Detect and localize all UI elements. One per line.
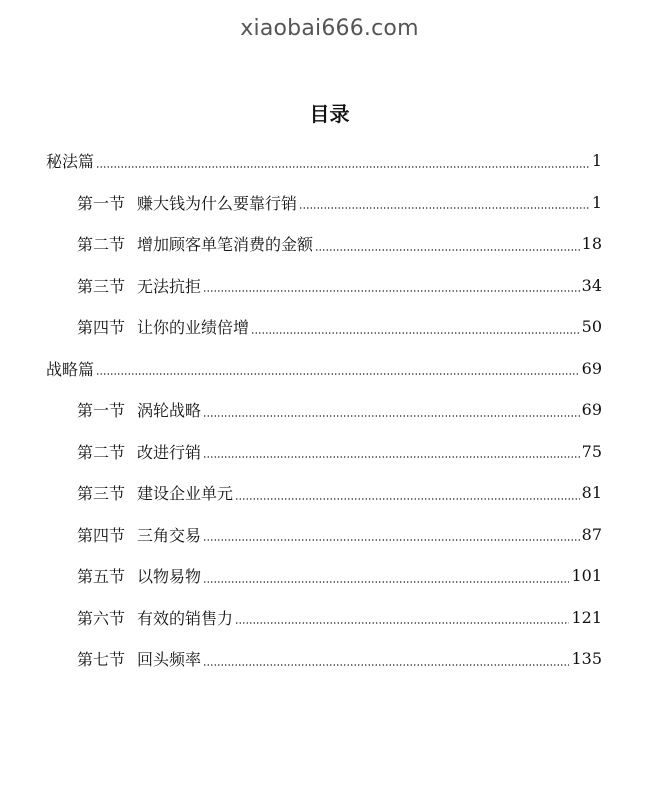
toc-section-number: 第二节 xyxy=(77,235,126,255)
toc-section-number: 第一节 xyxy=(77,401,126,421)
toc-entry-page: 18 xyxy=(581,234,602,254)
toc-entry-label: 建设企业单元 xyxy=(137,484,234,504)
toc-section-number: 第二节 xyxy=(77,442,126,462)
dot-leader xyxy=(299,207,590,209)
toc-entry-label: 秘法篇 xyxy=(46,152,95,172)
toc-entry-section[interactable] xyxy=(0,182,659,224)
toc-entry-page: 121 xyxy=(571,607,602,627)
toc-entry-page: 101 xyxy=(571,566,602,586)
toc-entry-section[interactable] xyxy=(0,638,659,680)
table-of-contents xyxy=(0,140,659,680)
dot-leader xyxy=(235,498,580,500)
dot-leader xyxy=(251,332,580,334)
toc-entry-section[interactable] xyxy=(0,223,659,265)
toc-section-number: 第一节 xyxy=(77,193,126,213)
toc-entry-label: 涡轮战略 xyxy=(137,401,202,421)
toc-entry-label: 三角交易 xyxy=(137,525,202,545)
toc-entry-page: 50 xyxy=(581,317,602,337)
toc-entry-label: 增加顾客单笔消费的金额 xyxy=(137,235,314,255)
toc-entry-page: 75 xyxy=(581,441,602,461)
toc-entry-section[interactable] xyxy=(0,389,659,431)
dot-leader xyxy=(96,373,580,375)
toc-entry-label: 无法抗拒 xyxy=(137,276,202,296)
toc-entry-page: 135 xyxy=(571,649,602,669)
toc-entry-section[interactable] xyxy=(0,597,659,639)
dot-leader xyxy=(96,166,590,168)
toc-entry-section[interactable] xyxy=(0,472,659,514)
toc-entry-page: 69 xyxy=(581,400,602,420)
dot-leader xyxy=(315,249,580,251)
toc-section-number: 第三节 xyxy=(77,484,126,504)
toc-section-number: 第四节 xyxy=(77,318,126,338)
toc-entry-section[interactable] xyxy=(0,306,659,348)
dot-leader xyxy=(235,622,569,624)
toc-entry-label: 赚大钱为什么要靠行销 xyxy=(137,193,298,213)
toc-entry-section[interactable] xyxy=(0,514,659,556)
toc-entry-section[interactable] xyxy=(0,555,659,597)
toc-entry-page: 87 xyxy=(581,524,602,544)
toc-entry-label: 回头频率 xyxy=(137,650,202,670)
toc-section-number: 第六节 xyxy=(77,608,126,628)
toc-entry-part[interactable] xyxy=(0,348,659,390)
dot-leader xyxy=(203,664,569,666)
toc-section-number: 第四节 xyxy=(77,525,126,545)
dot-leader xyxy=(203,290,580,292)
toc-entry-page: 81 xyxy=(581,483,602,503)
toc-section-number: 第五节 xyxy=(77,567,126,587)
toc-entry-page: 69 xyxy=(581,358,602,378)
toc-entry-label: 以物易物 xyxy=(137,567,202,587)
toc-entry-page: 1 xyxy=(591,151,602,171)
dot-leader xyxy=(203,415,580,417)
toc-section-number: 第七节 xyxy=(77,650,126,670)
dot-leader xyxy=(203,456,580,458)
page-title: 目录 xyxy=(309,102,350,126)
toc-entry-label: 战略篇 xyxy=(46,359,95,379)
toc-entry-label: 让你的业绩倍增 xyxy=(137,318,250,338)
toc-entry-page: 1 xyxy=(591,192,602,212)
toc-entry-page: 34 xyxy=(581,275,602,295)
toc-section-number: 第三节 xyxy=(77,276,126,296)
dot-leader xyxy=(203,539,580,541)
toc-entry-label: 有效的销售力 xyxy=(137,608,234,628)
toc-entry-section[interactable] xyxy=(0,431,659,473)
toc-entry-part[interactable] xyxy=(0,140,659,182)
watermark-text: xiaobai666.com xyxy=(240,16,419,41)
dot-leader xyxy=(203,581,569,583)
toc-entry-section[interactable] xyxy=(0,265,659,307)
toc-entry-label: 改进行销 xyxy=(137,442,202,462)
